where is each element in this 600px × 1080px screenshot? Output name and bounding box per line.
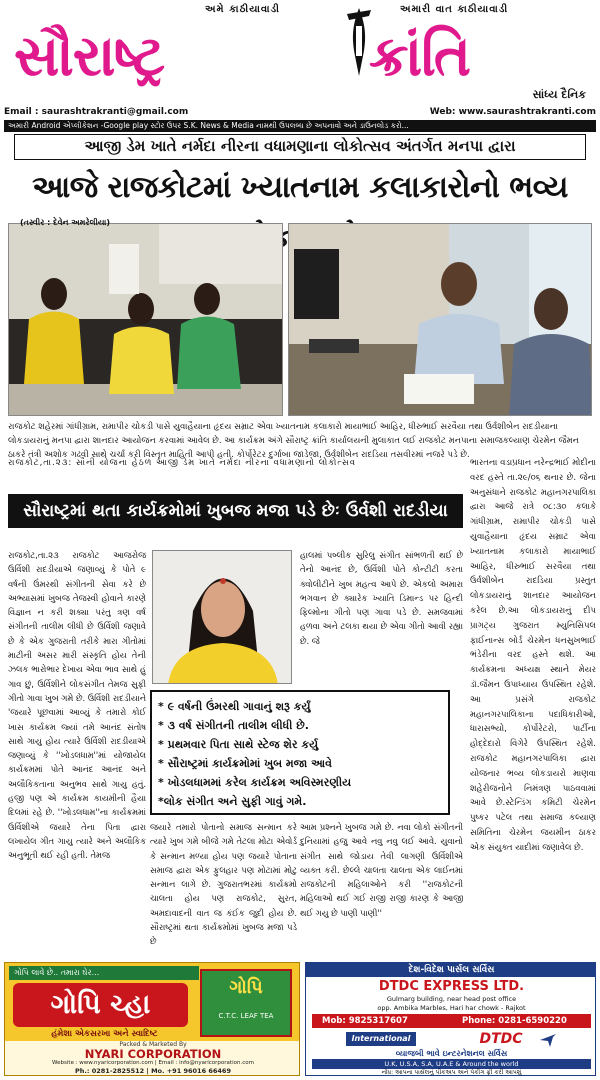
- masthead: [0, 0, 600, 106]
- email-link[interactable]: Email : saurashtrakranti@gmail.com: [4, 107, 189, 117]
- dtdc-note: નોંધ: આપના પાર્સલનું પીકઅપ અને પેકીંગ ફ્રી કરી આપશું: [381, 1069, 522, 1076]
- feature-column-1: રાજકોટ,તા.૨૩ રાજકોટ આજરોજ ઉર્વિશી રાદડીયાએ જણાવ્યું કે પોતે ૯ વર્ષની ઉંમરથી સંગીતની સેવા કરે છે અભ્યાસમાં ખુબજ તેજસ્વી હોવાને કારણે વિજ્ઞાન ન કરી શક્યા પરંતુ ત્રણ વર્ષ સંગીતની તાલીમ લીધી છે ઉર્વિશી જણાવે છે કે એક ગુજરાતી તરીકે મારા ગીતોમાં માટીની અસર મારી સંસ્કૃતિ હોય તેની ઝલક ભારોભાર દેખાય એવા ભાવ સાથે હું ગાવ છું, ઉર્વિશીને લોકસંગીત તેમજ સુફી ગીતો ગાવા ખુબ ગમે છે. ઉર્વિશી રાદડીયાને 'જયારે પૂછવામાં આવ્યું કે તમારો કોઈ ખાસ કાર્યક્રમ જ્યાં તમે આનંદ સંતોષ સાથે ગાયુ હોય ત્યારે ઉર્વિશી રાદડીયાએ જણાવ્યું કે ''ખોડલધામ''માં યોજાયેલ કાર્યક્રમમાં પોતે આનંદ આનંદ અને અલૌકિકતાના અનુભવ સાથે ગાયુ હતું. હજી પણ એ કાર્યક્રમ કાયમીની હૈયા દિલમાં રહે છે. ''ખોડલધામ''ના કાર્યક્રમમાં ઉર્વિશીએ જયારે તેના પિતા દ્વારા લખાયેલ ગીત ગાયુ ત્યારે અને અલૌકિક અનુભૂતી થઈ રહી હતી. તેમજ: [8, 550, 146, 861]
- dtdc-mobile[interactable]: Mob: 9825317607: [322, 1016, 408, 1026]
- ad-maker-name: NYARI CORPORATION: [84, 1047, 222, 1061]
- website-link[interactable]: Web: www.saurashtrakranti.com: [429, 107, 596, 117]
- ad-brand-logo: ગોપિ ચ્હા: [13, 983, 188, 1027]
- dtdc-service: વ્યાજબી ભાવે ઇન્ટરનેશનલ સર્વિસ: [395, 1049, 508, 1058]
- dtdc-countries: U.K, U.S.A, S.A, U.A.E & Around the world: [312, 1059, 591, 1069]
- photo-women-illustration: [9, 224, 283, 416]
- dtdc-address: Gulmarg building, near head post office: [386, 995, 517, 1003]
- tea-pack-label: C.T.C. LEAF TEA: [218, 1012, 274, 1020]
- tea-pack-image: [200, 969, 292, 1037]
- highlights-box: [150, 690, 450, 815]
- dtdc-header: દેશ-વિદેશ પાર્સલ સર્વિસ: [306, 963, 596, 977]
- ad-tagline: હંમેશા એકસરખા અને સ્વાદિષ્ટ: [51, 1029, 158, 1039]
- ad-contact: Website : www.nyaricorporation.com | Email : info@nyaricorporation.com: [52, 1060, 254, 1066]
- masthead-tagline-left: અમે કાઠીયાવાડી: [205, 4, 280, 15]
- newspaper-logo[interactable]: [14, 22, 589, 90]
- ad-slogan: ગોપિ લાવે છે.. તમારા ઘેર...: [9, 966, 199, 980]
- dtdc-phone[interactable]: Phone: 0281-6590220: [462, 1016, 567, 1026]
- ad-phone: Ph.: 0281-2825512 | Mo. +91 96016 66469: [75, 1067, 231, 1075]
- highlight-item: * ૯ વર્ષની ઉંમરથી ગાવાનું શરૂ કર્યું: [158, 700, 311, 713]
- dtdc-address-2: opp. Ambika Marbles, Hari har chowk - Rajkot: [377, 1004, 526, 1012]
- dtdc-advertisement[interactable]: [305, 962, 596, 1076]
- highlight-item: * ખોડલધામમાં કરેલ કાર્યક્રમ અવિસ્મરણીય: [158, 776, 352, 789]
- airplane-icon: [538, 1029, 558, 1049]
- dtdc-logo: DTDC: [479, 1031, 523, 1047]
- photo-credit: (તસ્વીર : દેવેન અમરેલીયા): [20, 218, 111, 227]
- dtdc-contact-bar: [312, 1014, 591, 1028]
- feature-column-3: હાલમાં પબ્લીક સુરિલુ સંગીત સાંભળતી થઈ છે તેનો આનંદ છે, ઉર્વિશી પોતે કોન્ટીટી કરતા ક્વોલીટીને ખુબ મહત્વ આપે છે. એકલો અમારા ભગવાન છે ક્યારેક ખ્યાતિ ડિમાન્ડ પર હિન્દી ફિલ્મોના ગીતો પણ ગાવા પડે છે. સમજવામાં હળવા અને ટલકા થયા છે એવા ગીતો આવી રહ્યા છે. જે: [300, 550, 463, 646]
- highlight-item: * ૩ વર્ષ સંગીતની તાલીમ લીધી છે.: [158, 719, 309, 732]
- feature-column-2-bottom: જયારે તમારો પોતાનો સમાજ સન્માન કરે ત્યારે ખુબ ગમે બીજે ગમે તેટલા મોટા એવોર્ડ કે સન્માન મળ્યા હોય પણ જયારે પોતાના સમાજ દ્વારા એક ફુલહાર પણ મોટામાં મોટુ સન્માન લાગે છે. ગુજરાતભરમાં કાર્યક્રમો ચાલતા હોય પણ રાજકોટ, સુરત, અમદાવાદની વાત જ કંઈક જુદી હોય છે. સૌરાષ્ટ્રમાં થતા કાર્યક્રમોમાં ખુબજ મજા પડે છે: [150, 822, 297, 947]
- photo-women-on-sofa: [8, 223, 283, 416]
- article-dateline: રાજકોટ,તા.૨૩: સૌની યોજના હેઠળ આજી ડેમ ખાતે નર્મદા નીરના વધામણાનો લોકોત્સવ: [8, 458, 357, 468]
- ad-maker-strip: [5, 1041, 300, 1076]
- portrait-urvashi-radadiya: [152, 550, 292, 684]
- logo-word-kranti: ક્રાંતિ: [369, 23, 471, 89]
- evening-daily-label: સાંધ્ય દૈનિક: [532, 88, 586, 101]
- highlight-item: *લોક સંગીત અને સુફી ગાવું ગમે.: [158, 795, 307, 808]
- photo-office-meeting: [288, 223, 592, 416]
- main-headline: આજે રાજકોટમાં ખ્યાતનામ કલાકારોનો ભવ્ય: [32, 170, 568, 205]
- highlight-item: * પ્રથમવાર પિતા સાથે સ્ટેજ શેર કર્યુ: [158, 738, 319, 751]
- dtdc-company: DTDC EXPRESS LTD.: [378, 979, 525, 994]
- feature-column-3-bottom: આમ પ્રશ્નને ખુબજ ગમે છે. નવા લોકો સંગીતની દુનિયામાં હજુ આવે નવુ નવુ લઈ આવે. યુવાનો સંગીત સાથે જોડાય તેવી લાગણી ઉર્વિશીએ વ્યક્ત કરી. છેલ્લે ચાલતા ચાલતા એક લાઈનમાં રાજકોટની મહિલાઓને કરી ''રાજકોટની મહિલાઓ થઈ ગઈ રાજી રાજી કારણ કે આજી થઈ ગયુ છે પાણી પાણી'': [300, 822, 463, 918]
- feature-banner: સૌરાષ્ટ્રમાં થતા કાર્યક્રમોમાં ખુબજ મજા પડે છેઃ ઉર્વશી રાદડીયા: [8, 494, 463, 528]
- logo-word-saurashtra: સૌરાષ્ટ્ર: [14, 23, 165, 89]
- gopi-tea-advertisement[interactable]: [4, 962, 300, 1076]
- ad-maker-small: Packed & Marketed By: [119, 1041, 187, 1048]
- masthead-tagline-right: અમારી વાત કાઠીયાવાડી: [400, 4, 509, 15]
- photo-office-illustration: [289, 224, 592, 416]
- portrait-illustration: [153, 551, 292, 684]
- photo-caption: રાજકોટ શહેરમાં ગાંધીગ્રામ, રામાપીર ચોકડી પાસે યુવાહૈયાના હૃદય સમ્રાટ એવા ખ્યાતનામ કલાકારો માયાભાઈ આહિર, ધીરુભાઈ સરવૈયા તથા ઉર્વશીબેન રાદડીયાના લોકડાયરાનું મનપા દ્વારા શાનદાર આયોજન કરવામાં આવેલ છે. આ કાર્યક્રમ અંગે સૌરાષ્ટ્ર ક્રાંતિ કાર્યાલયની મુલાકાત લઈ રાજકોટ મનપાના સમાજકલ્યાણ ચેરમેન જૈમન ઠાકરે તંત્રી અશોક ગઢવી સાથે ચર્ચા કરી વિસ્તૃત માહિતી આપી હતી. કોર્પોરેટર દુર્ગાબા જાડેજા, ઉર્વશીબેન રાદડિયા તસવીરમાં નજરે પડે છે.: [8, 422, 579, 460]
- subheadline: આજી ડેમ ખાતે નર્મદા નીરના વધામણાના લોકોત્સવ અંતર્ગત મનપા દ્વારા: [14, 134, 586, 160]
- dtdc-international-badge: International: [346, 1032, 416, 1046]
- highlight-item: * સૌરાષ્ટ્રમાં કાર્યક્રમોમાં ખુબ મજા આવે: [158, 757, 332, 770]
- app-ticker: અમારી Android એપ્લીકેશન -Google play સ્ટોર ઉપર S.K. News & Media નામથી ઉપલબ્ધ છે અપનાવો અને ડાઉનલોડ કરો...: [4, 120, 596, 132]
- tea-pack-brand: ગોપિ: [229, 977, 263, 998]
- contact-bar: [0, 106, 600, 120]
- fountain-pen-icon: [345, 6, 373, 78]
- article-right-column: ભારતના વડાપ્રધાન નરેન્દ્રભાઈ મોદીના વરદ હસ્તે તા.૨૯/૦૬ થનાર છે. જેના અનુસંધાને રાજકોટ મહાનગરપાલિકા દ્વારા આજે રાત્રે ૦૮:૩૦ કલાકે ગાંધીગ્રામ, રામાપીર ચોકડી પાસે યુવાહૈયાના હૃદય સમ્રાટ એવા ખ્યાતનામ કલાકારો માયાભાઈ આહિર, ધીરુભાઈ સરવૈયા તથા ઉર્વશીબેન રાદડિયા પ્રસ્તુત લોકડાયરાનું શાનદાર આયોજન કરેલ છે.આ લોકડાયરાનું દીપ પ્રાગટ્ય ગુજરાત મ્યુનિસિપલ ફાઈનાન્સ બોર્ડ ચેરમેન ધનસુખભાઈ ભંડેરીના વરદ હસ્તે થશે. આ કાર્યક્રમના અધ્યક્ષ સ્થાને મેયર ડૉ.જૈમન ઉપાધ્યાય ઉપસ્થિત રહેશે. આ પ્રસંગે રાજકોટ મહાનગરપાલિકાના પદાધિકારીઓ, ધારાસભ્યો, કોર્પોરેટરો, પાર્ટીના હોદ્દેદારો વિગેરે ઉપસ્થિત રહેશે. રાજકોટ મહાનગરપાલિકા દ્વારા યોજનાર ભવ્ય લોકડાયરો માણવા શહેરીજનોને નિમંત્રણ પાઠવવામાં આવે છે.સ્ટેન્ડિંગ કમિટી ચેરમેન પુષ્કર પટેલ તથા સમાજ કલ્યાણ સમિતિના ચેરમેન જયમીન ઠાકર એક સંયુક્ત યાદીમાં જણાવેલ છે.: [470, 458, 596, 853]
